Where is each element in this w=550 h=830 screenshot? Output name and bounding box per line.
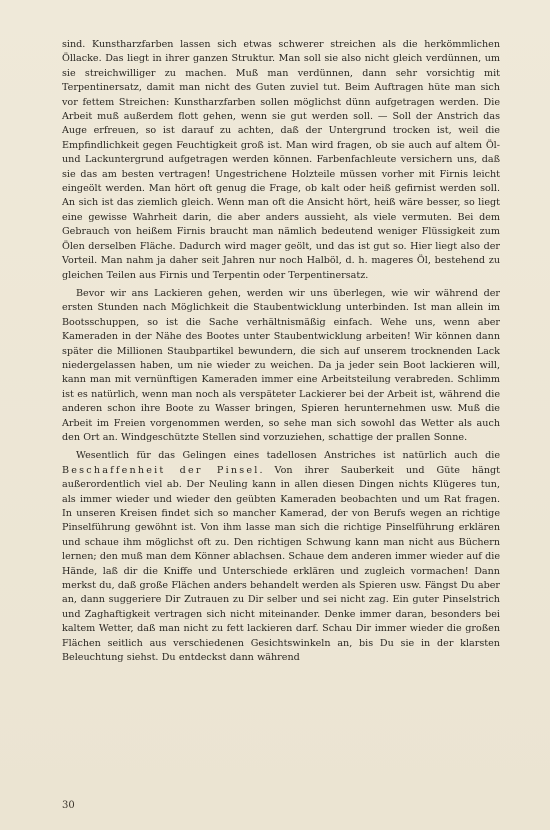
emphasized-term: Beschaffenheit der Pinsel (62, 464, 260, 476)
paragraph-1 (62, 38, 500, 283)
paragraph-2-text: Bevor wir ans Lackieren gehen, werden wir uns überlegen, wie wir während der ersten Stunden nach Möglichkeit die Staubentwicklung unterbinden. Ist man allein im Bootsschuppen, so ist die Sache verhältnismäßig einfach. Wehe uns, wenn aber Kameraden in der Nähe des Bootes unter Staubentwicklung arbeiten! Wir können dann später die Millionen Staubpartikel bewundern, die sich auf unserem trocknenden Lack niedergelassen haben, um nie wieder zu weichen. Da ja jeder sein Boot lackieren will, kann man mit vernünftigen Kameraden immer eine Arbeitsteilung verabreden. Schlimm ist es natürlich, wenn man noch als verspäteter Lackierer bei der Arbeit ist, während die anderen schon ihre Boote zu Wasser bringen, Spieren herunternehmen usw. Muß die Arbeit im Freien vorgenommen werden, so sehe man sich sowohl das Wetter als auch den Ort an. Windgeschützte Stellen sind vorzuziehen, schattige der prallen Sonne. (62, 287, 500, 443)
body-text (62, 38, 500, 669)
page-number: 30 (62, 800, 75, 811)
paragraph-3-text-b: . Von ihrer Sauberkeit und Güte hängt außerordentlich viel ab. Der Neuling kann in allen diesen Dingen nichts Klügeres tun, als immer wieder und wieder den geübten Kameraden beobachten und um Rat fragen. In unseren Kreisen findet sich so mancher Kamerad, der von Berufs wegen an richtige Pinselführung gewöhnt ist. Von ihm lasse man sich die richtige Pinselführung erklären und schaue ihm möglichst oft zu. Den richtigen Schwung kann man nicht aus Büchern lernen; den muß man dem Könner ablachsen. Schaue dem anderen immer wieder auf die Hände, laß dir die Kniffe und Unterschiede erklären und zugleich vormachen! Dann merkst du, daß große Flächen anders behandelt werden als Spieren usw. Fängst Du aber an, dann suggeriere Dir Zutrauen zu Dir selber und sei nicht zag. Ein guter Pinselstrich und Zaghaftigkeit vertragen sich nicht miteinander. Denke immer daran, besonders bei kaltem Wetter, daß man nicht zu fett lackieren darf. Schau Dir immer wieder die großen Flächen seitlich aus verschiedenen Gesichtswinkeln an, bis Du sie in der klarsten Beleuchtung siehst. Du entdeckst dann während (62, 464, 500, 664)
paragraph-3-text-a: Wesentlich für das Gelingen eines tadellosen Anstriches ist natürlich auch die (76, 450, 500, 462)
paragraph-1-text: sind. Kunstharzfarben lassen sich etwas schwerer streichen als die herkömmlichen Öllacke. Das liegt in ihrer ganzen Struktur. Man soll sie also nicht gleich verdünnen, um sie streichwilliger zu machen. Muß man verdünnen, dann sehr vorsichtig mit Terpentinersatz, damit man nicht des Guten zuviel tut. Beim Auftragen hüte man sich vor fettem Streichen: Kunstharzfarben sollen möglichst dünn aufgetragen werden. Die Arbeit muß außerdem flott gehen, wenn sie gut werden soll. — Soll der Anstrich das Auge erfreuen, so ist darauf zu achten, daß der Untergrund trocken ist, weil die Empfindlichkeit gegen Feuchtigkeit groß ist. Man wird fragen, ob sie auch auf altem Öl- und Lackuntergrund aufgetragen werden können. Farbenfachleute versichern uns, daß sie das am besten vertragen! Ungestrichene Holzteile müssen vorher mit Firnis leicht eingeölt werden. Man hört oft genug die Frage, ob kalt oder heiß gefirnist werden soll. An sich ist das ziemlich gleich. Wenn man oft die Ansicht hört, heiß wäre besser, so liegt eine gewisse Wahrheit darin, die aber anders aussieht, als viele vermuten. Bei dem Gebrauch von heißem Firnis braucht man nämlich bedeutend weniger Flüssigkeit zum Ölen derselben Fläche. Dadurch wird mager geölt, und das ist gut so. Hier liegt also der Vorteil. Man nahm ja daher seit Jahren nur noch Halböl, d. h. mageres Öl, bestehend zu gleichen Teilen aus Firnis und Terpentin oder Terpentinersatz. (62, 39, 500, 281)
paragraph-3 (62, 449, 500, 665)
paragraph-2 (62, 287, 500, 445)
